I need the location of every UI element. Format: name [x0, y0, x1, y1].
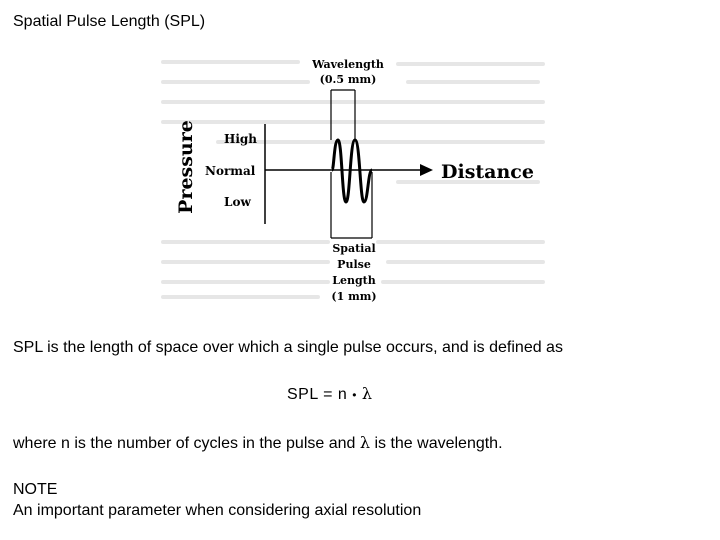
formula-dot: •: [352, 388, 357, 402]
where-text-part-1: where n is the number of cycles in the pulse and: [13, 435, 360, 452]
pulse-waveform: [332, 140, 372, 202]
note-text: An important parameter when considering axial resolution: [13, 502, 422, 519]
distance-axis-label: Distance: [441, 161, 534, 183]
spl-formula: [287, 384, 373, 405]
wavelength-bracket: [331, 90, 355, 140]
pressure-axis-label: Pressure: [175, 120, 197, 214]
wavelength-label: Wavelength: [312, 58, 384, 71]
spl-label-line-4: (1 mm): [331, 290, 377, 303]
formula-lambda: λ: [361, 384, 373, 403]
distance-arrow-icon: [420, 164, 433, 176]
spl-label-line-3: Length: [332, 274, 376, 287]
where-explanation: [13, 433, 503, 454]
where-text-part-2: is the wavelength.: [370, 435, 503, 452]
level-label-low: Low: [224, 195, 251, 209]
spl-label-line-2: Pulse: [337, 258, 371, 271]
spl-diagram: [158, 52, 548, 307]
formula-lhs: SPL: [287, 386, 319, 403]
page-title: Spatial Pulse Length (SPL): [13, 13, 206, 30]
spl-label-line-1: Spatial: [332, 242, 376, 255]
level-label-high: High: [224, 132, 258, 146]
wavelength-value: (0.5 mm): [319, 73, 377, 86]
formula-equals: =: [323, 386, 333, 403]
spl-definition-text: SPL is the length of space over which a single pulse occurs, and is defined as: [13, 339, 563, 356]
note-label: NOTE: [13, 481, 58, 498]
formula-n: n: [337, 386, 348, 403]
where-lambda: λ: [359, 433, 370, 452]
level-label-normal: Normal: [205, 164, 256, 178]
spl-bracket: [331, 172, 372, 238]
